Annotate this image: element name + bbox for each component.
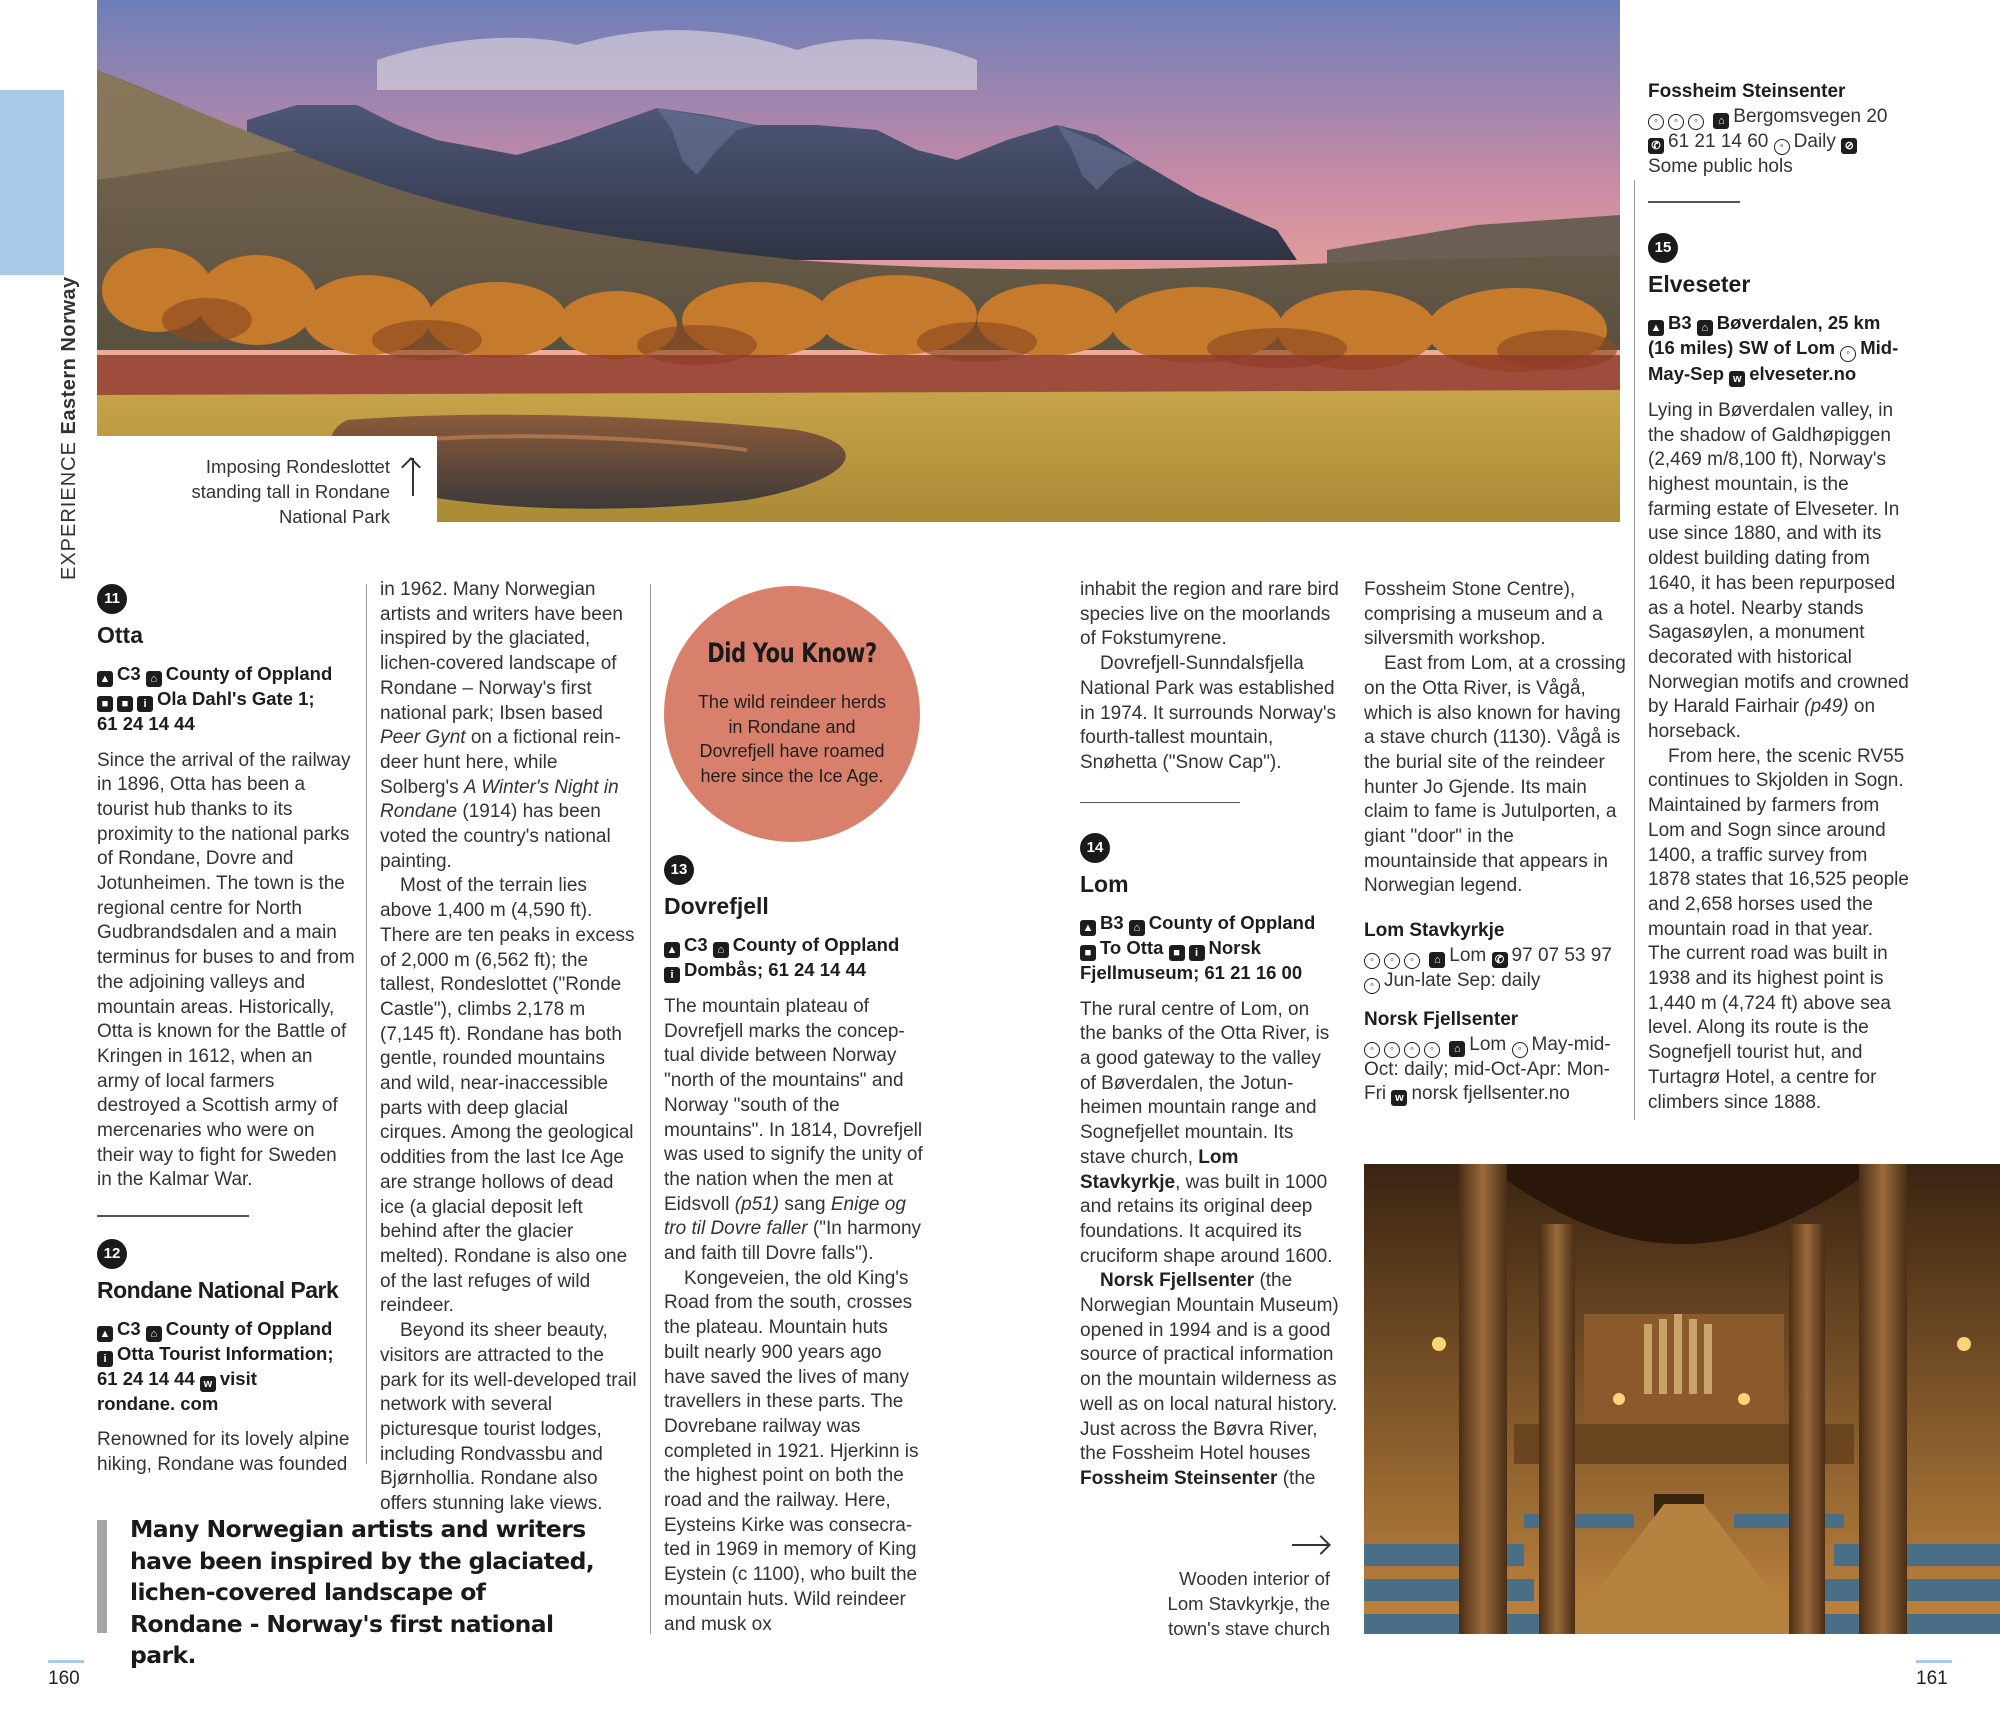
shop-icon: ◦ — [1404, 953, 1420, 969]
entry-number-badge: 11 — [97, 584, 127, 614]
address-icon: ⌂ — [1449, 1041, 1465, 1057]
map-icon: ▲ — [97, 671, 113, 687]
entry-body: Lying in Bøverdalen valley, in the shadow of Galdhøpiggen (2,469 m/8,100 ft), Norway's highest mountain, is the farming estate of Elveseter. In use since 1880, and with its oldest building dating from 1640, it has been repurposed as a hotel. Nearby stands Sagasøylen, a monument decorated with historical Norwegian motifs and crowned by Harald Fairhair (p49) on horseback. — [1648, 399, 1909, 743]
column-4 — [1080, 578, 1340, 1492]
divider — [1080, 802, 1240, 804]
entry-body: Norsk Fjellsenter (the Norwegian Mountain Museum) opened in 1994 and is a good source of practical information on the mountain wilderness as well as on local natural history. Just across the Bøvra River, the Fossheim Hotel houses Fossheim Steinsenter (the — [1080, 1270, 1339, 1489]
address-icon: ⌂ — [1429, 952, 1445, 968]
train-icon: ■ — [97, 696, 113, 712]
did-you-know-title: Did You Know? — [707, 638, 877, 669]
entry-body: The rural centre of Lom, on the banks of the Otta River, is a good gateway to the valley of Bøverdalen, the Jotun-heimen mountain range and Sognefjellet mountain. Its stave church, Lom Stavkyrkje, was built in 1000 and retains its original deep foundations. It acquired its cruciform shape around 1600. — [1080, 998, 1333, 1267]
website-icon: w — [1729, 371, 1745, 387]
listing-info: ◦ ◦ ◦ ⌂ Bergomsvegen 20 ✆ 61 21 14 60 ◦ Daily ⊘Some public hols — [1648, 105, 1888, 177]
map-icon: ▲ — [664, 942, 680, 958]
address-icon: ⌂ — [146, 671, 162, 687]
info-icon: i — [1189, 945, 1205, 961]
entry-body: Most of the terrain lies above 1,400 m (4,590 ft). There are ten peaks in excess of 2,000 m (6,562 ft); the tallest, Rondeslottet ("Ronde Castle"), climbs 2,178 m (7,145 ft). Rondane has both gentle, rounded mountains and wild, near-inaccessible parts with deep glacial cirques. Among the geological oddities from the last Ice Age are strange hollows of dead ice (a glacial deposit left behind after the glacier melted). Rondane is also one of the last refuges of wild reindeer. — [380, 875, 635, 1317]
entry-body: Fossheim Stone Centre), comprising a museum and a silversmith workshop. — [1364, 579, 1603, 650]
address-icon: ⌂ — [1697, 320, 1713, 336]
listing-info: ◦ ◦ ◦ ◦ ⌂ Lom ◦ May-mid-Oct: daily; mid-Oct-Apr: Mon-Fri w norsk fjellsenter.no — [1364, 1033, 1611, 1105]
website-icon: w — [200, 1376, 216, 1392]
stave-church-interior-photo — [1364, 1164, 2000, 1634]
entry-body: The mountain plateau of Dovrefjell marks the concep-tual divide between Norway "north of the mountains" and Norway "south of the mountains". In 1814, Dovrefjell was used to signify the unity of the nation when the men at Eidsvoll (p51) sang Enige og tro til Dovre faller ("In harmony and faith till Dovre falls"). — [664, 996, 923, 1265]
entry-heading: Rondane National Park — [97, 1276, 339, 1303]
caption-line: town's stave church — [1168, 1618, 1330, 1639]
info-icon: i — [664, 967, 680, 983]
phone-icon: ✆ — [1648, 138, 1664, 154]
caption-line: standing tall in Rondane — [191, 481, 390, 502]
column-1 — [97, 584, 355, 1478]
bottom-photo-caption — [1100, 1566, 1330, 1641]
entry-number-badge: 13 — [664, 855, 694, 885]
entry-info: ▲ C3 ⌂ County of Oppland ■ ■ i Ola Dahl's Gate 1; 61 24 14 44 — [97, 663, 333, 734]
divider — [97, 1215, 249, 1217]
entry-body: Since the arrival of the railway in 1896, Otta has been a tourist hub thanks to its proximity to the national parks of Rondane, Dovre and Jotunheimen. The town is the regional centre for North Gudbrandsdalen and a main terminus for buses to and from the adjoining valleys and mountain areas. Historically, Otta is known for the Battle of Kringen in 1612, when an army of local farmers destroyed a Scottish army of mercenaries who were on their way to fight for Sweden in the Kalmar War. — [97, 749, 355, 1191]
column-2 — [380, 578, 638, 1517]
did-you-know-text: The wild reindeer herds in Rondane and Dovrefjell have roamed here since the Ice Age. — [697, 692, 887, 787]
entry-body: East from Lom, at a crossing on the Otta River, is Vågå, which is also known for having a stave church (1130). Vågå is the burial site of the reindeer hunter Jo Gjende. Its main claim to fame is Jutulporten, a giant "door" in the mountainside that appears in Norwegian legend. — [1364, 653, 1626, 897]
entry-body: From here, the scenic RV55 continues to Skjolden in Sogn. Maintained by farmers from Lom and Sogn since around 1400, a traffic survey from 1878 states that 16,525 people and 2,658 horses used the mountain road in that year. The current road was built in 1938 and its highest point is 1,440 m (4,724 ft) above sea level. Along its route is the Sognefjell tourist hut, and Turtagrø Hotel, a centre for climbers since 1888. — [1648, 745, 1909, 1113]
clock-icon: ◦ — [1774, 139, 1790, 155]
website-icon: w — [1391, 1090, 1407, 1106]
quote-bar — [97, 1520, 107, 1633]
address-icon: ⌂ — [1129, 920, 1145, 936]
entry-body: Dovrefjell-Sunndalsfjella National Park was established in 1974. It surrounds Norway's fourth-tallest mountain, Snøhetta ("Snow Cap"). — [1080, 653, 1337, 773]
page-marker — [1916, 1660, 1952, 1663]
clock-icon: ◦ — [1512, 1042, 1528, 1058]
page-number-right: 161 — [1916, 1668, 1948, 1689]
cafe-icon: ◦ — [1384, 953, 1400, 969]
entry-body: Renowned for its lovely alpine hiking, Rondane was founded — [97, 1429, 350, 1475]
entry-number-badge: 15 — [1648, 233, 1678, 263]
region-name: Eastern Norway — [58, 276, 80, 435]
column-5 — [1364, 578, 1626, 1107]
map-icon: ▲ — [97, 1326, 113, 1342]
closed-icon: ⊘ — [1841, 138, 1857, 154]
column-rule — [650, 584, 651, 1634]
page-marker — [48, 1660, 84, 1663]
column-3 — [664, 855, 924, 1637]
address-icon: ⌂ — [146, 1326, 162, 1342]
entry-info: ▲ C3 ⌂ County of Oppland i Otta Tourist Information; 61 24 14 44 w visit rondane. com — [97, 1317, 334, 1414]
entry-heading: Elveseter — [1648, 270, 1751, 297]
entry-body: Kongeveien, the old King's Road from the south, crosses the plateau. Mountain huts built nearly 900 years ago have saved the lives of many travellers in these parts. The Dovrebane railway was completed in 1921. Hjerkinn is the highest point on both the road and the railway. Here, Eysteins Kirke was consecra-ted in 1969 in memory of King Eystein (c 1100), who built the mountain huts. Wild reindeer and musk ox — [664, 1267, 919, 1635]
listing-heading: Fossheim Steinsenter — [1648, 81, 1846, 102]
clock-icon: ◦ — [1840, 346, 1856, 362]
did-you-know-circle — [664, 586, 920, 842]
arrow-right-icon — [1292, 1544, 1328, 1546]
entry-body: inhabit the region and rare bird species live on the moorlands of Fokstumyrene. — [1080, 579, 1339, 650]
listing-heading: Norsk Fjellsenter — [1364, 1008, 1519, 1030]
wheelchair-icon: ◦ — [1384, 1042, 1400, 1058]
listing-info: ◦ ◦ ◦ ⌂ Lom ✆ 97 07 53 97 ◦ Jun-late Sep: daily — [1364, 944, 1626, 994]
shop-icon: ◦ — [1688, 114, 1704, 130]
divider — [1648, 201, 1740, 203]
section-name: EXPERIENCE — [58, 441, 80, 580]
address-icon: ⌂ — [1713, 113, 1729, 129]
column-rule — [366, 584, 367, 1464]
column-6 — [1648, 80, 1910, 1115]
caption-line: Lom Stavkyrkje, the — [1167, 1593, 1330, 1614]
info-icon: i — [137, 696, 153, 712]
cafe-icon: ◦ — [1668, 114, 1684, 130]
entry-heading: Otta — [97, 622, 143, 648]
listing-heading: Lom Stavkyrkje — [1364, 920, 1505, 942]
section-tab — [0, 90, 64, 275]
entry-info: ▲ C3 ⌂ County of Oppland i Dombås; 61 24 14 44 — [664, 933, 924, 983]
entry-body: in 1962. Many Norwegian artists and writers have been inspired by the glaciated, lichen-covered landscape of Rondane – Norway's first national park; Ibsen based Peer Gynt on a fictional rein-deer hunt here, while Solberg's A Winter's Night in Rondane (1914) has been voted the country's national painting. — [380, 579, 623, 872]
entry-info: ▲ B3 ⌂ Bøverdalen, 25 km (16 miles) SW of Lom ◦ Mid-May-Sep w elveseter.no — [1648, 311, 1899, 385]
phone-icon: ✆ — [1492, 952, 1508, 968]
entry-heading: Lom — [1080, 871, 1129, 898]
caption-line: Wooden interior of — [1179, 1568, 1330, 1589]
bus-icon: ■ — [117, 696, 133, 712]
entry-number-badge: 14 — [1080, 833, 1110, 863]
info-icon: i — [97, 1351, 113, 1367]
child-icon: ◦ — [1364, 1042, 1380, 1058]
shop-icon: ◦ — [1424, 1042, 1440, 1058]
caption-line: National Park — [278, 506, 390, 527]
clock-icon: ◦ — [1364, 978, 1380, 994]
map-icon: ▲ — [1648, 320, 1664, 336]
page-number-left: 160 — [48, 1668, 80, 1689]
address-icon: ⌂ — [713, 942, 729, 958]
caption-line: Imposing Rondeslottet — [205, 456, 390, 477]
train-icon: ■ — [1080, 945, 1096, 961]
arrow-up-icon — [412, 458, 414, 496]
entry-info: ▲ B3 ⌂ County of Oppland ■ To Otta ■ i Norsk Fjellmuseum; 61 21 16 00 — [1080, 912, 1316, 984]
entry-number-badge: 12 — [97, 1239, 127, 1269]
entry-body: Beyond its sheer beauty, visitors are attracted to the park for its well-developed trail network with several picturesque tourist lodges, including Rondvassbu and Bjørnhollia. Rondane also offers stunning lake views. — [380, 1320, 637, 1515]
bus-icon: ■ — [1169, 945, 1185, 961]
map-icon: ▲ — [1080, 920, 1096, 936]
wheelchair-icon: ◦ — [1364, 953, 1380, 969]
top-photo-caption — [150, 454, 390, 529]
cafe-icon: ◦ — [1404, 1042, 1420, 1058]
entry-heading: Dovrefjell — [664, 893, 769, 919]
section-label — [58, 276, 81, 580]
pull-quote: Many Norwegian artists and writers have been inspired by the glaciated, lichen-covered landscape of Rondane - Norway's first national park. — [130, 1515, 595, 1669]
wheelchair-icon: ◦ — [1648, 114, 1664, 130]
column-rule — [1634, 180, 1635, 1120]
